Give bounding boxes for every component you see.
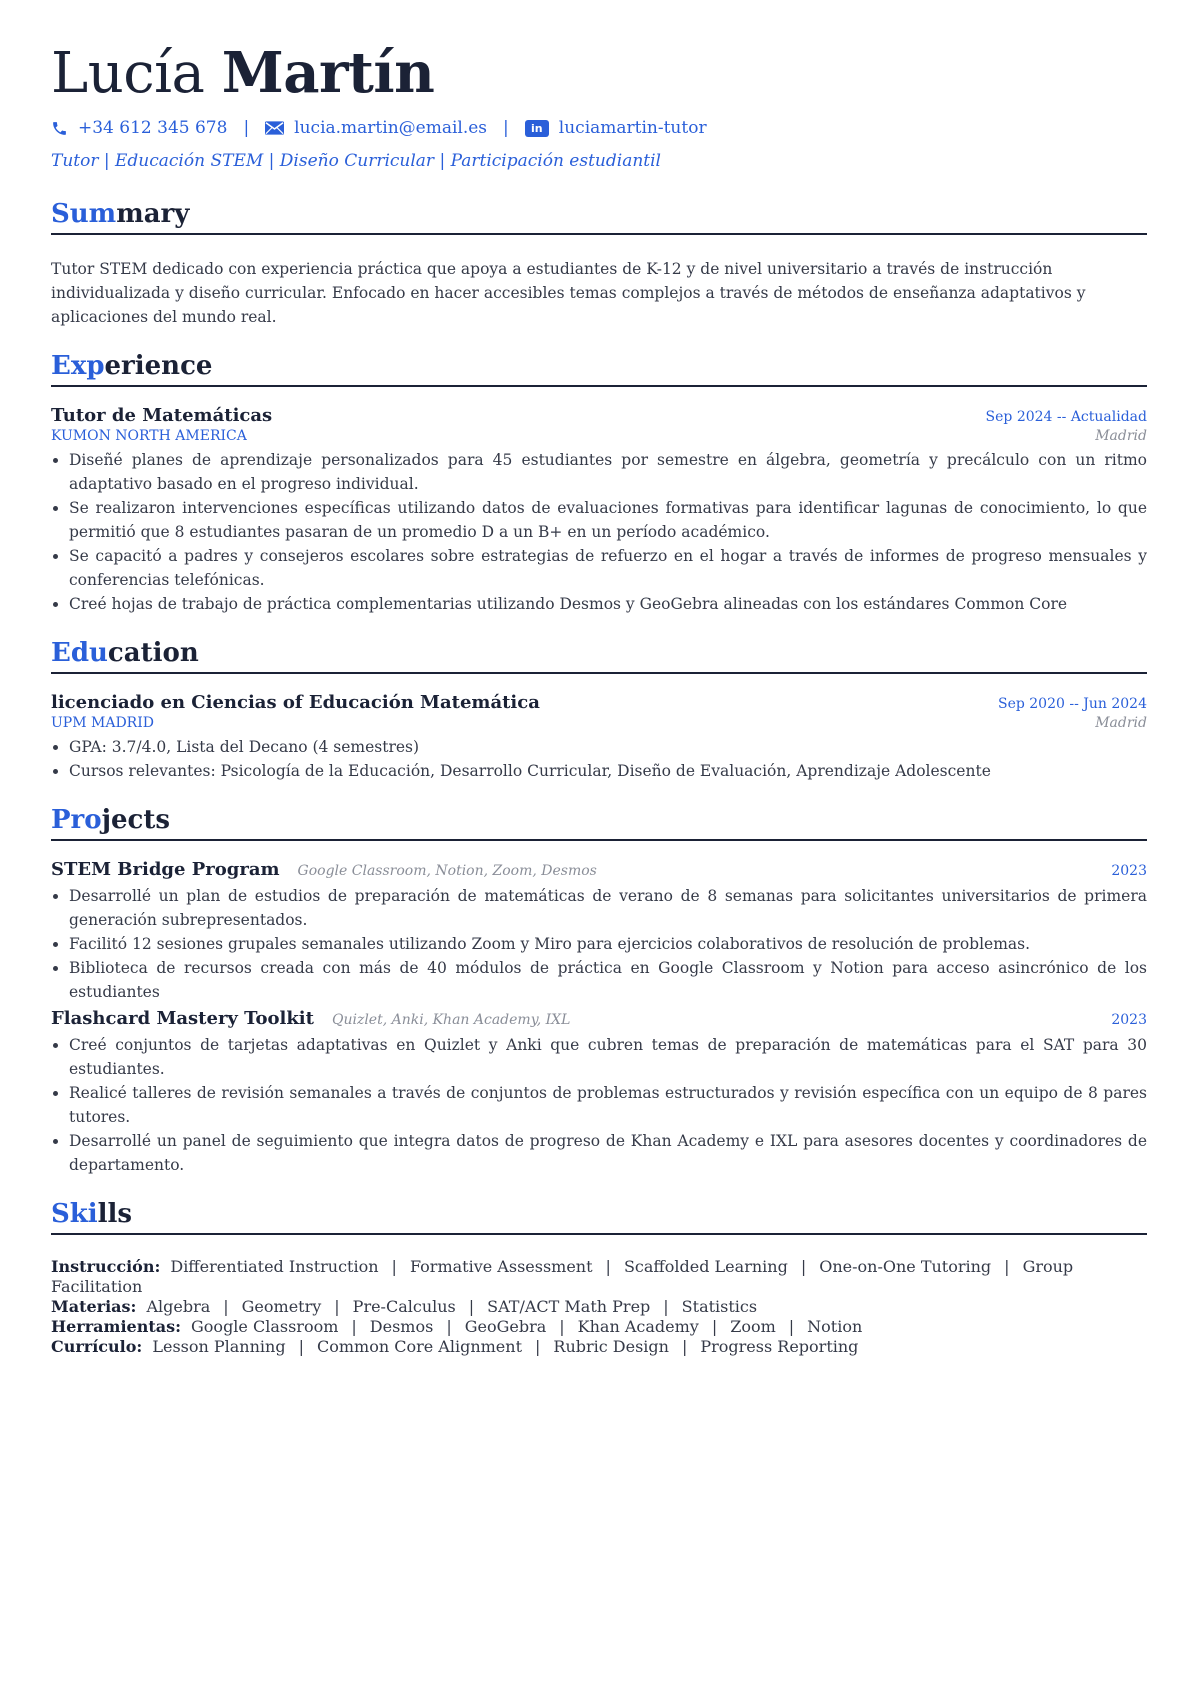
section-title-skills: Skills [51,1197,1147,1235]
linkedin-contact[interactable] [525,118,707,138]
project-title: Flashcard Mastery Toolkit [51,1008,314,1029]
projects-section [51,803,1147,1177]
project-entry [51,859,1147,1004]
project-bullets [51,1033,1147,1177]
tagline: Tutor | Educación STEM | Diseño Curricular | Participación estudiantil [51,151,661,171]
email-contact[interactable] [265,118,487,138]
skill-row-instruccion: Instrucción: Differentiated Instruction | Formative Assessment | Scaffolded Learning | One-on-One Tutoring | Group Facilitation [51,1257,1074,1296]
job-company: KUMON NORTH AMERICA [51,428,247,444]
education-bullets [51,735,1147,783]
skill-row-curriculo: Currículo: Lesson Planning | Common Core Alignment | Rubric Design | Progress Reporting [51,1337,859,1356]
job-location: Madrid [1095,428,1147,444]
project-title: STEM Bridge Program [51,859,280,880]
job-date: Sep 2024 -- Actualidad [985,409,1147,425]
section-title-projects: Projects [51,803,1147,841]
list-item: • Desarrollé un panel de seguimiento que integra datos de progreso de Khan Academy e IXL para asesores docentes y coordinadores de departamento. [69,1129,1147,1177]
project-bullets [51,884,1147,1004]
list-item: • GPA: 3.7/4.0, Lista del Decano (4 semestres) [69,735,1147,759]
summary-text: Tutor STEM dedicado con experiencia práctica que apoya a estudiantes de K-12 y de nivel universitario a través de instrucción individualizada y diseño curricular. Enfocado en hacer accesibles temas complejos a través de métodos de enseñanza adaptativos y aplicaciones del mundo real. [51,260,1086,326]
skills-list [51,1257,1147,1357]
degree-date: Sep 2020 -- Jun 2024 [997,696,1147,712]
candidate-name [51,38,1147,109]
project-entry [51,1008,1147,1177]
skill-row-herramientas: Herramientas: Google Classroom | Desmos | GeoGebra | Khan Academy | Zoom | Notion [51,1317,863,1336]
contact-separator: | [503,118,509,138]
list-item: • Cursos relevantes: Psicología de la Educación, Desarrollo Curricular, Diseño de Evaluación, Aprendizaje Adolescente [69,759,1147,783]
experience-entry [51,405,1147,616]
resume-page [51,38,1147,1357]
experience-section [51,349,1147,616]
job-bullets [51,448,1147,616]
contact-separator: | [243,118,250,138]
school-location: Madrid [1095,715,1147,731]
list-item: • Desarrollé un plan de estudios de preparación de matemáticas de verano de 8 semanas para solicitantes universitarios de primera generación subrepresentados. [69,884,1147,932]
summary-section [51,197,1147,329]
job-title: Tutor de Matemáticas [51,405,273,426]
list-item: • Se realizaron intervenciones específicas utilizando datos de evaluaciones formativas para identificar lagunas de conocimiento, lo que permitió que 8 estudiantes pasaran de un promedio D a un B+ en un período académico. [69,496,1147,544]
linkedin-handle: luciamartin-tutor [558,118,707,138]
project-year: 2023 [1111,1012,1147,1028]
section-title-summary: Summary [51,197,1147,235]
list-item: • Creé conjuntos de tarjetas adaptativas en Quizlet y Anki que cubren temas de preparación de matemáticas para el SAT para 30 estudiantes. [69,1033,1147,1081]
list-item: • Se capacitó a padres y consejeros escolares sobre estrategias de refuerzo en el hogar a través de informes de progreso mensuales y conferencias telefónicas. [69,544,1147,592]
phone-icon [51,120,68,137]
email-address: lucia.martin@email.es [294,118,488,138]
skill-row-materias: Materias: Algebra | Geometry | Pre-Calculus | SAT/ACT Math Prep | Statistics [51,1297,758,1316]
list-item: • Diseñé planes de aprendizaje personalizados para 45 estudiantes por semestre en álgebra, geometría y precálculo con un ritmo adaptativo basado en el progreso individual. [69,448,1147,496]
list-item: • Creé hojas de trabajo de práctica complementarias utilizando Desmos y GeoGebra alineadas con los estándares Common Core [69,592,1147,616]
last-name: Martín [221,40,435,106]
list-item: • Biblioteca de recursos creada con más de 40 módulos de práctica en Google Classroom y Notion para acceso asincrónico de los estudiantes [69,956,1147,1004]
first-name: Lucía [51,41,205,106]
list-item: • Facilitó 12 sesiones grupales semanales utilizando Zoom y Miro para ejercicios colaborativos de resolución de problemas. [69,932,1147,956]
phone-number: +34 612 345 678 [78,118,228,138]
skills-section [51,1197,1147,1357]
linkedin-icon: in [525,120,549,137]
project-tech: Google Classroom, Notion, Zoom, Desmos [297,863,597,879]
section-title-education: Education [51,636,1147,674]
project-year: 2023 [1111,863,1147,879]
mail-icon [265,121,284,135]
list-item: • Realicé talleres de revisión semanales a través de conjuntos de problemas estructurados y revisión específica con un equipo de 8 pares tutores. [69,1081,1147,1129]
contact-line [51,115,1147,141]
degree-title: licenciado en Ciencias of Educación Matemática [51,692,540,713]
phone-contact[interactable] [51,118,227,138]
school-name: UPM MADRID [51,715,154,731]
education-entry [51,692,1147,783]
project-tech: Quizlet, Anki, Khan Academy, IXL [331,1012,571,1028]
education-section [51,636,1147,783]
section-title-experience: Experience [51,349,1147,387]
